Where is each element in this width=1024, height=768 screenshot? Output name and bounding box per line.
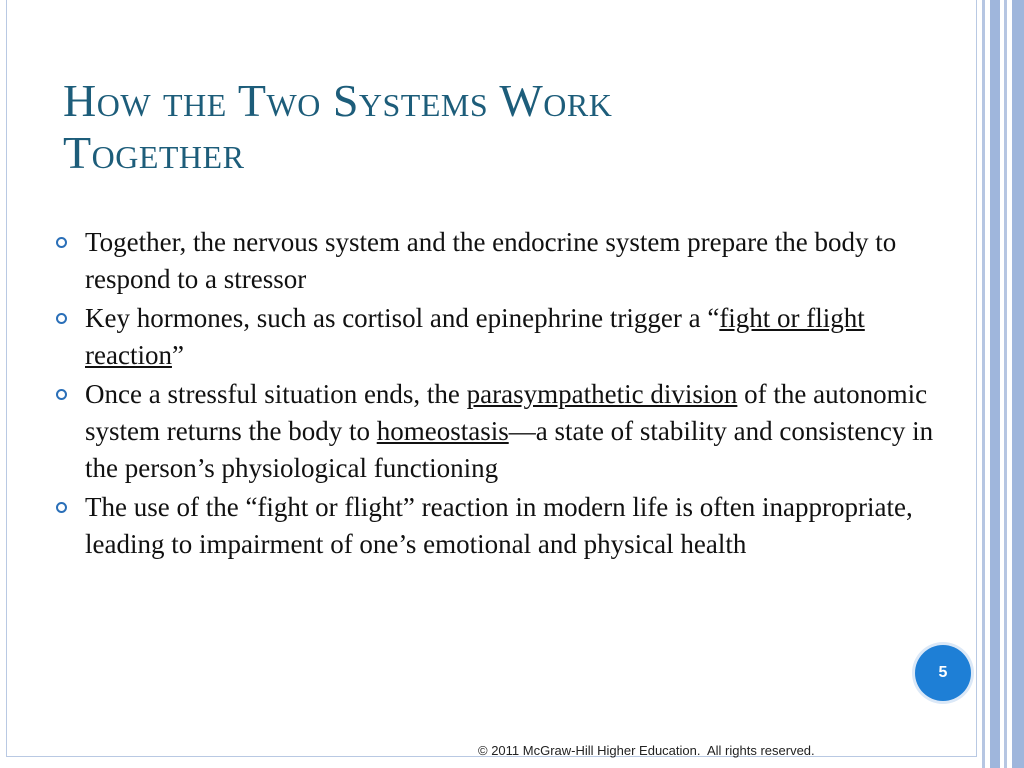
page-number-badge (915, 645, 971, 701)
stripe (990, 0, 1000, 768)
bullet-text: Once a stressful situation ends, the (85, 379, 467, 409)
hollow-circle-bullet-icon (56, 237, 67, 248)
copyright-notice: © 2011 McGraw-Hill Higher Education. All rights reserved. (478, 743, 815, 758)
bullet-text: —a state of stability and consistency in the person’s physiological functioning (85, 416, 934, 483)
bullet-item-2 (54, 300, 959, 374)
bullet-text: Together, the nervous system and the endocrine system prepare the body to respond to a stressor (85, 227, 897, 294)
hollow-circle-bullet-icon (56, 389, 67, 400)
decorative-side-stripes (978, 0, 1024, 768)
slide-title-line-1: How the Two Systems Work (63, 75, 613, 126)
term-parasympathetic-division: parasympathetic division (466, 379, 738, 409)
bullet-item-4 (54, 489, 959, 563)
hollow-circle-bullet-icon (56, 502, 67, 513)
slide-title-line-2: Together (63, 127, 245, 178)
bullet-text: ” (171, 340, 184, 370)
bullet-item-1 (54, 224, 959, 298)
stripe (1004, 0, 1007, 768)
slide-title (63, 75, 943, 179)
bullet-text: of the autonomic system returns the body to (85, 379, 928, 446)
bullet-item-3 (54, 376, 959, 487)
bullet-list (54, 224, 959, 565)
page-number: 5 (938, 664, 948, 681)
term-homeostasis: homeostasis (376, 416, 509, 446)
bullet-text: Key hormones, such as cortisol and epinephrine trigger a “ (85, 303, 720, 333)
stripe (1012, 0, 1024, 768)
bullet-text: The use of the “fight or flight” reaction in modern life is often inappropriate, leading to impairment of one’s emotional and physical health (85, 492, 913, 559)
hollow-circle-bullet-icon (56, 313, 67, 324)
stripe (982, 0, 985, 768)
term-fight-or-flight-reaction: fight or flight reaction (85, 303, 865, 370)
